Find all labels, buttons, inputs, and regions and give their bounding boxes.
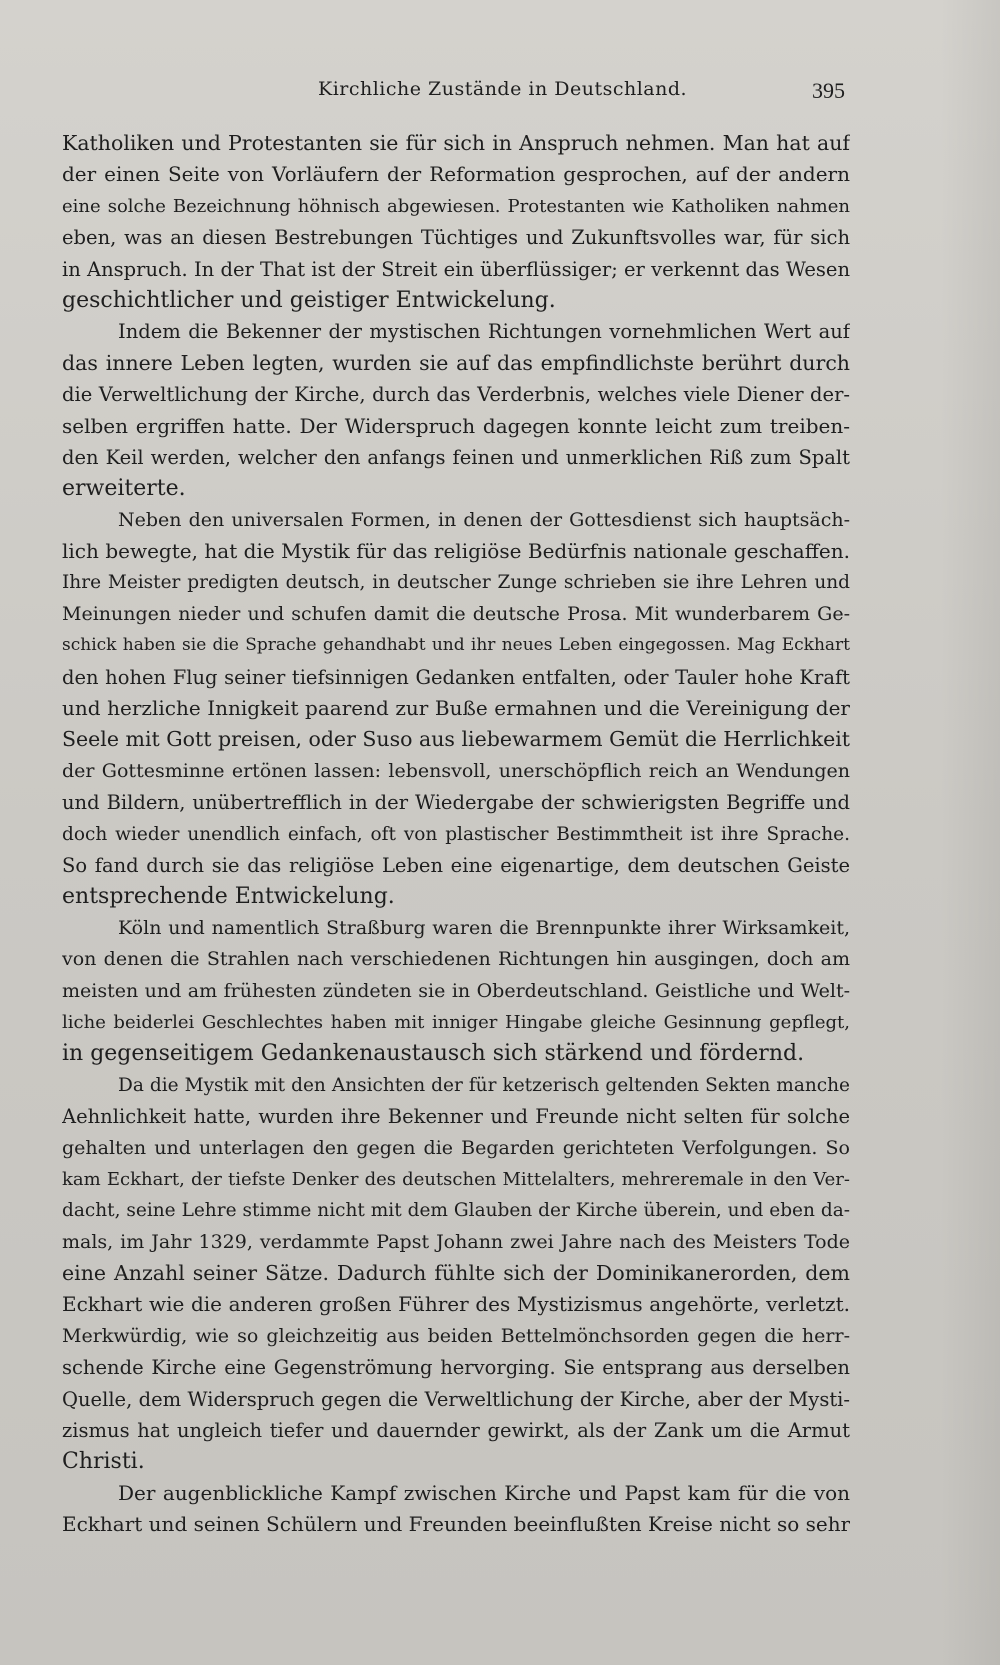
text-line: Da die Mystik mit den Ansichten der für ketzerisch geltenden Sekten manche: [118, 1074, 850, 1096]
text-line: Meinungen nieder und schufen damit die deutsche Prosa. Mit wunderbarem Ge-: [62, 602, 850, 625]
text-line: meisten und am frühesten zündeten sie in Oberdeutschland. Geistliche und Welt-: [62, 979, 850, 1002]
text-line: das innere Leben legten, wurden sie auf das empfindlichste berührt durch: [62, 350, 850, 375]
text-line: kam Eckhart, der tiefste Denker des deutschen Mittelalters, mehreremale in den Ver-: [62, 1168, 850, 1190]
text-line: geschichtlicher und geistiger Entwickelung.: [62, 287, 556, 313]
page-fold-shadow: [940, 0, 1000, 1665]
text-line: der einen Seite von Vorläufern der Reformation gesprochen, auf der andern: [62, 162, 850, 187]
text-line: Merkwürdig, wie so gleichzeitig aus beiden Bettelmönchsorden gegen die herr-: [62, 1324, 850, 1347]
paragraph-4: [62, 913, 850, 1070]
text-line: den Keil werden, welcher den anfangs feinen und unmerklichen Riß zum Spalt: [62, 445, 850, 469]
text-line: zismus hat ungleich tiefer und dauernder gewirkt, als der Zank um die Armut: [62, 1419, 850, 1443]
text-line: eben, was an diesen Bestrebungen Tüchtiges und Zukunftsvolles war, für sich: [62, 226, 850, 250]
text-line: mals, im Jahr 1329, verdammte Papst Johann zwei Jahre nach des Meisters Tode: [62, 1230, 850, 1253]
text-line: Seele mit Gott preisen, oder Suso aus liebewarmem Gemüt die Herrlichkeit: [62, 727, 850, 752]
text-line: Indem die Bekenner der mystischen Richtungen vornehmlichen Wert auf: [118, 320, 850, 344]
paragraph-6: [62, 1478, 850, 1541]
text-line: Katholiken und Protestanten sie für sich in Anspruch nehmen. Man hat auf: [62, 131, 850, 155]
text-line: schende Kirche eine Gegenströmung hervorging. Sie entsprang aus derselben: [62, 1356, 850, 1380]
text-line: in gegenseitigem Gedankenaustausch sich stärkend und fördernd.: [62, 1041, 805, 1067]
page-header: [60, 78, 860, 108]
text-line: liche beiderlei Geschlechtes haben mit inniger Hingabe gleiche Gesinnung gepflegt,: [62, 1011, 850, 1033]
running-head: Kirchliche Zustände in Deutschland.: [318, 78, 688, 100]
text-line: selben ergriffen hatte. Der Widerspruch dagegen konnte leicht zum treiben-: [62, 413, 850, 438]
text-line: den hohen Flug seiner tiefsinnigen Gedanken entfalten, oder Tauler hohe Kraft: [62, 665, 850, 689]
paragraph-5: [62, 1070, 850, 1478]
text-line: Neben den universalen Formen, in denen der Gottesdienst sich hauptsäch-: [118, 508, 850, 531]
text-line: So fand durch sie das religiöse Leben eine eigenartige, dem deutschen Geiste: [62, 853, 850, 877]
text-line: schick haben sie die Sprache gehandhabt und ihr neues Leben eingegossen. Mag Eckhart: [62, 635, 850, 656]
text-line: eine solche Bezeichnung höhnisch abgewiesen. Protestanten wie Katholiken nahmen: [62, 195, 850, 217]
text-line: und Bildern, unübertrefflich in der Wiedergabe der schwierigsten Begriffe und: [62, 791, 850, 815]
page-number: 395: [812, 78, 845, 103]
text-line: dacht, seine Lehre stimme nicht mit dem Glauben der Kirche überein, und eben da-: [62, 1200, 850, 1222]
text-line: eine Anzahl seiner Sätze. Dadurch fühlte sich der Dominikanerorden, dem: [62, 1261, 850, 1286]
text-line: Aehnlichkeit hatte, wurden ihre Bekenner und Freunde nicht selten für solche: [62, 1105, 850, 1129]
text-line: der Gottesminne ertönen lassen: lebensvoll, unerschöpflich reich an Wendungen: [62, 759, 850, 782]
text-line: Quelle, dem Widerspruch gegen die Verweltlichung der Kirche, aber der Mysti-: [62, 1387, 850, 1411]
text-line: erweiterte.: [62, 476, 186, 502]
text-line: und herzliche Innigkeit paarend zur Buße ermahnen und die Vereinigung der: [62, 696, 850, 721]
text-line: Der augenblickliche Kampf zwischen Kirche und Papst kam für die von: [118, 1480, 850, 1505]
paragraph-1: [62, 128, 850, 316]
text-line: von denen die Strahlen nach verschiedenen Richtungen hin ausgingen, doch am: [62, 948, 850, 971]
text-line: die Verweltlichung der Kirche, durch das Verderbnis, welches viele Diener der-: [62, 383, 850, 407]
paragraph-2: [62, 316, 850, 504]
body-text: [62, 128, 850, 1541]
paragraph-3: [62, 505, 850, 913]
text-line: gehalten und unterlagen den gegen die Begarden gerichteten Verfolgungen. So: [62, 1136, 850, 1159]
text-line: Köln und namentlich Straßburg waren die Brennpunkte ihrer Wirksamkeit,: [118, 916, 850, 939]
text-line: entsprechende Entwickelung.: [62, 884, 395, 910]
text-line: lich bewegte, hat die Mystik für das religiöse Bedürfnis nationale geschaffen.: [62, 539, 850, 564]
text-line: Christi.: [62, 1449, 145, 1475]
text-line: Eckhart wie die anderen großen Führer des Mystizismus angehörte, verletzt.: [62, 1292, 850, 1317]
text-line: doch wieder unendlich einfach, oft von plastischer Bestimmtheit ist ihre Sprache.: [62, 823, 850, 845]
text-line: in Anspruch. In der That ist der Streit ein überflüssiger; er verkennt das Wesen: [62, 257, 850, 281]
text-line: Eckhart und seinen Schülern und Freunden beeinflußten Kreise nicht so sehr: [62, 1512, 850, 1537]
text-line: Ihre Meister predigten deutsch, in deutscher Zunge schrieben sie ihre Lehren und: [62, 572, 850, 594]
